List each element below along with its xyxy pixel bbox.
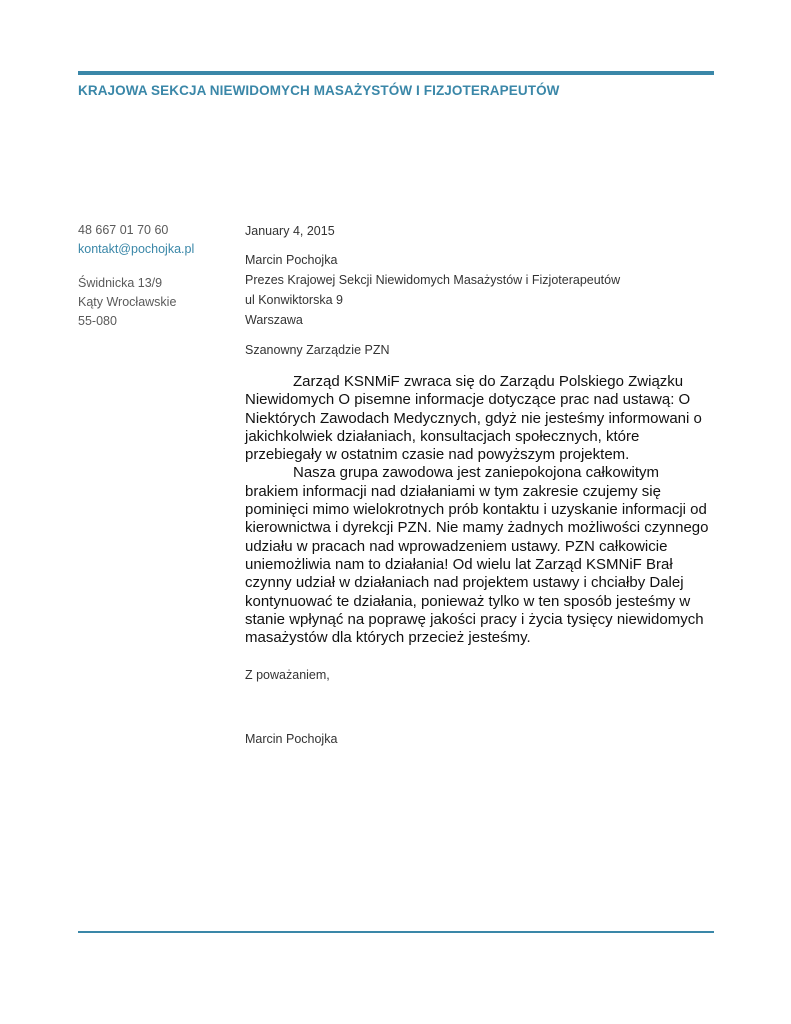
sender-email-link[interactable]: kontakt@pochojka.pl (78, 242, 195, 256)
sender-city: Kąty Wrocławskie (78, 295, 177, 309)
sender-street: Świdnicka 13/9 (78, 276, 163, 290)
footer-rule (78, 931, 714, 933)
letter-date: January 4, 2015 (245, 224, 335, 238)
recipient-street: ul Konwiktorska 9 (245, 293, 343, 307)
recipient-title: Prezes Krajowej Sekcji Niewidomych Masażystów i Fizjoterapeutów (245, 273, 621, 287)
recipient-name: Marcin Pochojka (245, 253, 338, 267)
header-rule (78, 71, 714, 75)
paragraph: Nasza grupa zawodowa jest zaniepokojona całkowitym brakiem informacji nad działaniami w tym zakresie czujemy się pominięci mimo wielokrotnych prób kontaktu i uzyskanie informacji od kierownictwa i dyrekcji PZN. Nie mamy żadnych możliwości czynnego udziału w pracach nad wprowadzeniem ustawy. PZN całkowicie uniemożliwia nam to działania! Od wielu lat Zarząd KSMNiF Brał czynny udział w działaniach nad projektem ustawy i chciałby Dalej kontynuować te działania, ponieważ tylko w ten sposób jesteśmy w stanie wpłynąć na poprawę jakości pracy i życia tysięcy niewidomych masażystów dla których przecież jesteśmy. (245, 464, 709, 647)
sender-contact-block (78, 221, 228, 331)
sender-phone: 48 667 01 70 60 (78, 223, 169, 237)
recipient-city: Warszawa (245, 313, 303, 327)
organization-name: KRAJOWA SEKCJA NIEWIDOMYCH MASAŻYSTÓW I FIZJOTERAPEUTÓW (78, 83, 560, 98)
salutation: Szanowny Zarządzie PZN (245, 343, 390, 357)
closing: Z poważaniem, (245, 668, 330, 683)
letter-main-text (245, 373, 715, 647)
paragraph: Zarząd KSNMiF zwraca się do Zarządu Polskiego Związku Niewidomych O pisemne informacje dotyczące prac nad ustawą: O Niektórych Zawodach Medycznych, gdyż nie jesteśmy informowani o jakichkolwiek działaniach, konsultacjach społecznych, które przebiegały w ostatnim czasie nad powyższym projektem. (245, 373, 702, 464)
letter-body (245, 221, 715, 749)
sender-postal-code: 55-080 (78, 314, 117, 328)
sidebar-spacer (78, 259, 228, 274)
signature-name: Marcin Pochojka (245, 732, 338, 747)
recipient-block (245, 250, 715, 330)
